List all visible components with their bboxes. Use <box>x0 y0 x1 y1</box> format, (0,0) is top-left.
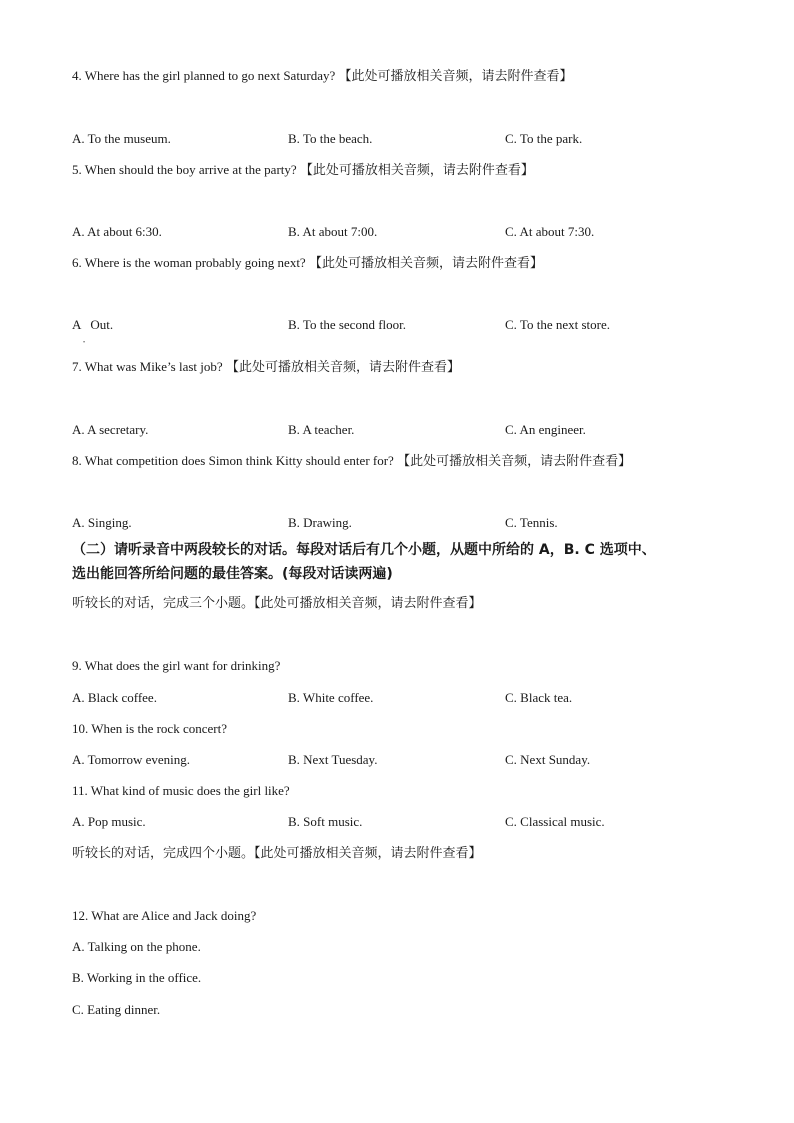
option-a[interactable]: A. Pop music. <box>72 814 146 829</box>
question-9: 9. What does the girl want for drinking? <box>72 658 281 673</box>
option-a[interactable]: A. At about 6:30. <box>72 224 162 239</box>
dialog-instruction[interactable]: 听较长的对话，完成三个小题。【此处可播放相关音频，请去附件查看】 <box>72 596 482 611</box>
option-a[interactable]: A. Singing. <box>72 515 132 530</box>
option-c[interactable]: C. Next Sunday. <box>505 752 591 767</box>
option-c[interactable]: C. To the park. <box>505 131 583 146</box>
option-c[interactable]: C. To the next store. <box>505 317 611 332</box>
option-b[interactable]: B. At about 7:00. <box>288 224 378 239</box>
audio-note[interactable]: 【此处可播放相关音频，请去附件查看】 <box>225 360 460 375</box>
option-b[interactable]: B. To the beach. <box>288 131 373 146</box>
audio-note[interactable]: 【此处可播放相关音频，请去附件查看】 <box>308 256 543 271</box>
section-heading <box>72 538 752 586</box>
option-a[interactable]: A. Tomorrow evening. <box>72 752 190 767</box>
question-text: 7. What was Mike’s last job? <box>72 359 223 374</box>
question-text: 6. Where is the woman probably going next? <box>72 255 306 270</box>
question-text: 5. When should the boy arrive at the party? <box>72 162 297 177</box>
option-b[interactable]: B. To the second floor. <box>288 317 407 332</box>
question-10: 10. When is the rock concert? <box>72 721 227 736</box>
stray-dot: • <box>83 340 86 346</box>
question-4 <box>72 68 573 85</box>
audio-note[interactable]: 【此处可播放相关音频，请去附件查看】 <box>299 163 534 178</box>
option-c[interactable]: C. Eating dinner. <box>72 1002 161 1017</box>
question-text: 4. Where has the girl planned to go next Saturday? <box>72 68 336 83</box>
option-b[interactable]: B. White coffee. <box>288 690 374 705</box>
question-12: 12. What are Alice and Jack doing? <box>72 908 257 923</box>
option-a[interactable]: A Out. <box>72 317 114 332</box>
option-b[interactable]: B. Soft music. <box>288 814 363 829</box>
option-b[interactable]: B. Drawing. <box>288 515 352 530</box>
option-b[interactable]: B. Working in the office. <box>72 970 202 985</box>
dialog-instruction[interactable]: 听较长的对话，完成四个小题。【此处可播放相关音频，请去附件查看】 <box>72 846 482 861</box>
question-5 <box>72 162 534 179</box>
question-7 <box>72 359 460 376</box>
option-c[interactable]: C. At about 7:30. <box>505 224 595 239</box>
section-heading-line2: 选出能回答所给问题的最佳答案。(每段对话读两遍) <box>72 566 393 582</box>
question-11: 11. What kind of music does the girl like? <box>72 783 290 798</box>
question-8 <box>72 453 631 470</box>
option-a[interactable]: A. To the museum. <box>72 131 171 146</box>
option-c[interactable]: C. Black tea. <box>505 690 573 705</box>
option-a[interactable]: A. Black coffee. <box>72 690 157 705</box>
option-a[interactable]: A. A secretary. <box>72 422 149 437</box>
question-6 <box>72 255 543 272</box>
option-c[interactable]: C. Tennis. <box>505 515 558 530</box>
option-c[interactable]: C. An engineer. <box>505 422 586 437</box>
option-b[interactable]: B. Next Tuesday. <box>288 752 378 767</box>
option-b[interactable]: B. A teacher. <box>288 422 355 437</box>
audio-note[interactable]: 【此处可播放相关音频，请去附件查看】 <box>397 454 632 469</box>
option-a[interactable]: A. Talking on the phone. <box>72 939 201 954</box>
question-text: 8. What competition does Simon think Kitty should enter for? <box>72 453 394 468</box>
audio-note[interactable]: 【此处可播放相关音频，请去附件查看】 <box>338 69 573 84</box>
section-heading-line1: （二）请听录音中两段较长的对话。每段对话后有几个小题，从题中所给的 A，B. C 选项中、 <box>72 542 656 558</box>
option-c[interactable]: C. Classical music. <box>505 814 605 829</box>
